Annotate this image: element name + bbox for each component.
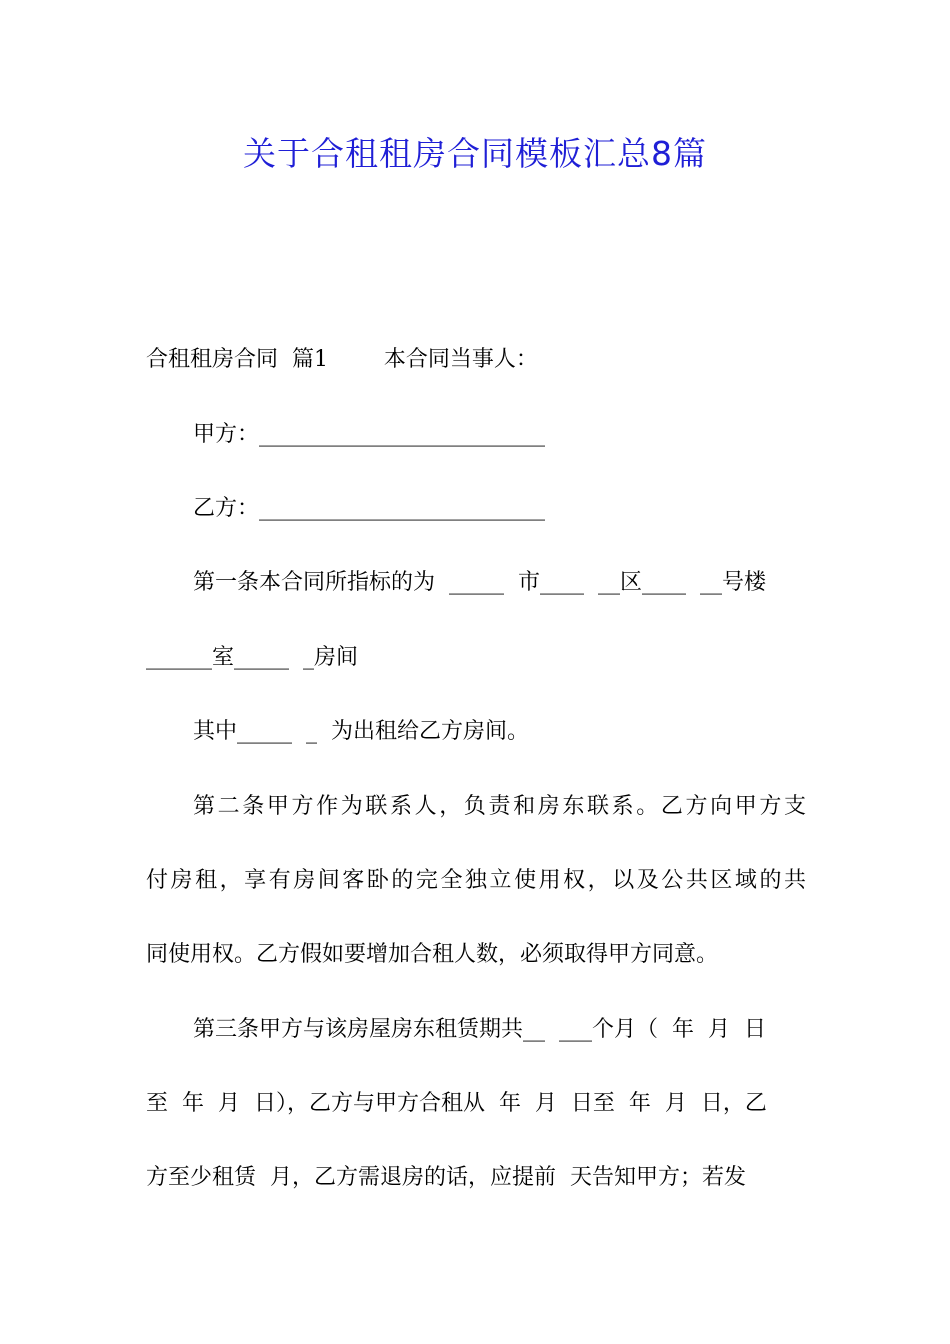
- article-2-line-1: 第二条甲方作为联系人，负责和房东联系。乙方向甲方支: [193, 794, 806, 819]
- article-1-line-2: ______室_____ _房间: [146, 645, 358, 670]
- article-2-line-2: 付房租，享有房间客卧的完全独立使用权，以及公共区域的共: [146, 868, 806, 893]
- article-3-line-2: 至 年 月 日），乙方与甲方合租从 年 月 日至 年 月 日，乙: [146, 1091, 767, 1116]
- article-1-line-3: 其中_____ _ 为出租给乙方房间。: [193, 719, 529, 744]
- article-3-line-1: 第三条甲方与该房屋房东租赁期共__ ___个月（ 年 月 日: [193, 1017, 766, 1042]
- contract-heading-line: 合租租房合同 篇1 本合同当事人：: [146, 347, 538, 372]
- article-3-line-3: 方至少租赁 月，乙方需退房的话，应提前 天告知甲方；若发: [146, 1165, 746, 1190]
- party-a-line: 甲方：__________________________: [193, 422, 546, 447]
- article-2-line-3: 同使用权。乙方假如要增加合租人数，必须取得甲方同意。: [146, 942, 719, 967]
- article-1-line-1: 第一条本合同所指标的为 _____ 市____ __区____ __号楼: [193, 570, 766, 595]
- document-title: 关于合租租房合同模板汇总8篇: [243, 134, 707, 173]
- party-b-line: 乙方：__________________________: [193, 496, 546, 521]
